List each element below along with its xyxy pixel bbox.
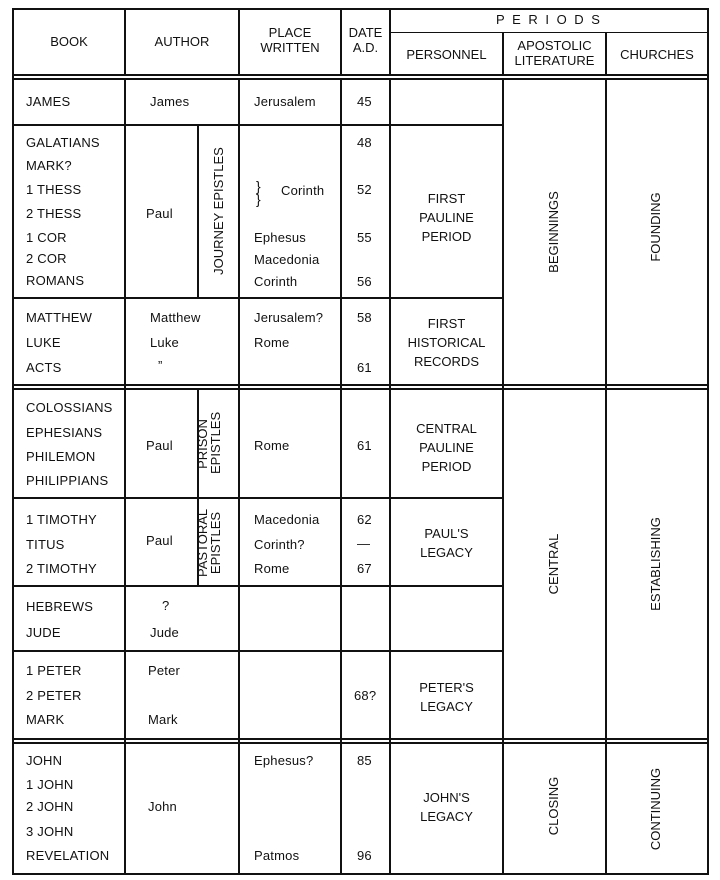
personnel-line: PAUL'S	[424, 526, 469, 541]
group-line: PRISON	[195, 419, 210, 469]
date-56: 56	[357, 274, 372, 289]
author-luke: Luke	[150, 335, 179, 350]
date-52: 52	[357, 182, 372, 197]
header-date-line1: DATE	[348, 25, 383, 40]
author-jude: Jude	[150, 625, 179, 640]
author-peter: Peter	[148, 663, 181, 678]
apostolic-closing: CLOSING	[546, 776, 561, 836]
place-rome-prison: Rome	[254, 438, 290, 453]
place-macedonia-1: Macedonia	[254, 252, 320, 267]
book-ephesians: EPHESIANS	[26, 425, 103, 440]
date-61-acts: 61	[357, 360, 372, 375]
date-james: 45	[357, 94, 372, 109]
book-luke: LUKE	[26, 335, 61, 350]
book-titus: TITUS	[26, 537, 65, 552]
personnel-line: RECORDS	[413, 354, 479, 369]
personnel-peters-legacy	[391, 678, 502, 716]
churches-continuing: CONTINUING	[648, 767, 663, 851]
book-james: JAMES	[26, 94, 71, 109]
header-book: BOOK	[50, 34, 88, 49]
place-ephesus: Ephesus	[254, 230, 306, 245]
place-ephesus-q: Ephesus?	[254, 753, 314, 768]
brace-corinth: } }	[256, 178, 261, 207]
personnel-line: LEGACY	[420, 809, 473, 824]
date-dash: —	[357, 536, 371, 551]
author-matthew: Matthew	[150, 310, 201, 325]
book-hebrews: HEBREWS	[26, 599, 94, 614]
header-churches: CHURCHES	[620, 47, 694, 62]
book-philemon: PHILEMON	[26, 449, 96, 464]
book-matthew: MATTHEW	[26, 310, 93, 325]
date-96: 96	[357, 848, 372, 863]
header-date	[342, 25, 389, 55]
book-mark: MARK	[26, 712, 65, 727]
date-62: 62	[357, 512, 372, 527]
book-galatians: GALATIANS	[26, 135, 100, 150]
place-corinth-2: Corinth	[254, 274, 298, 289]
place-macedonia-2: Macedonia	[254, 512, 320, 527]
apostolic-beginnings: BEGINNINGS	[546, 191, 561, 273]
date-68q: 68?	[354, 688, 377, 703]
personnel-line: JOHN'S	[423, 790, 470, 805]
personnel-central-pauline	[391, 419, 502, 476]
header-apostolic-line1: APOSTOLIC	[517, 38, 592, 53]
header-personnel: PERSONNEL	[406, 47, 487, 62]
personnel-johns-legacy	[391, 788, 502, 826]
personnel-line: LEGACY	[420, 699, 473, 714]
author-john: John	[148, 799, 177, 814]
group-line: PASTORAL	[195, 508, 210, 577]
place-rome-pastoral: Rome	[254, 561, 290, 576]
personnel-line: HISTORICAL	[407, 335, 486, 350]
place-corinth-1: Corinth	[281, 183, 325, 198]
personnel-line: PAULINE	[419, 440, 474, 455]
header-periods: P E R I O D S	[496, 12, 602, 27]
place-james: Jerusalem	[254, 94, 316, 109]
author-paul-prison: Paul	[146, 438, 173, 453]
book-revelation: REVELATION	[26, 848, 110, 863]
book-2-cor: 2 COR	[26, 251, 67, 266]
author-unknown: ?	[162, 598, 170, 613]
place-jerusalem-q: Jerusalem?	[254, 310, 324, 325]
book-2-timothy: 2 TIMOTHY	[26, 561, 97, 576]
book-1-cor: 1 COR	[26, 230, 67, 245]
book-romans: ROMANS	[26, 273, 85, 288]
churches-establishing: ESTABLISHING	[648, 517, 663, 611]
personnel-line: CENTRAL	[416, 421, 477, 436]
group-line: EPISTLES	[208, 511, 223, 575]
personnel-line: FIRST	[427, 191, 466, 206]
header-author: AUTHOR	[154, 34, 210, 49]
place-rome-1: Rome	[254, 335, 290, 350]
author-paul-pastoral: Paul	[146, 533, 173, 548]
book-philippians: PHILIPPIANS	[26, 473, 109, 488]
personnel-pauls-legacy	[391, 524, 502, 562]
header-date-line2: A.D.	[352, 40, 379, 55]
personnel-line: PETER'S	[419, 680, 474, 695]
personnel-line: PERIOD	[421, 229, 472, 244]
date-58: 58	[357, 310, 372, 325]
personnel-line: LEGACY	[420, 545, 473, 560]
header-apostolic-literature	[504, 38, 605, 68]
book-1-peter: 1 PETER	[26, 663, 82, 678]
group-pastoral-epistles	[196, 509, 224, 577]
header-apostolic-line2: LITERATURE	[514, 53, 595, 68]
personnel-line: PAULINE	[419, 210, 474, 225]
author-mark: Mark	[148, 712, 178, 727]
book-2-john: 2 JOHN	[26, 799, 74, 814]
book-john: JOHN	[26, 753, 63, 768]
book-mark-q: MARK?	[26, 158, 72, 173]
date-55: 55	[357, 230, 372, 245]
date-61-prison: 61	[357, 438, 372, 453]
author-ditto: ”	[158, 358, 163, 373]
date-85: 85	[357, 753, 372, 768]
churches-founding: FOUNDING	[648, 192, 663, 262]
book-3-john: 3 JOHN	[26, 824, 74, 839]
book-1-thess: 1 THESS	[26, 182, 82, 197]
date-67: 67	[357, 561, 372, 576]
author-paul-journey: Paul	[146, 206, 173, 221]
personnel-line: PERIOD	[421, 459, 472, 474]
place-corinth-q: Corinth?	[254, 537, 305, 552]
group-journey-epistles: JOURNEY EPISTLES	[211, 147, 226, 275]
book-2-peter: 2 PETER	[26, 688, 82, 703]
book-2-thess: 2 THESS	[26, 206, 82, 221]
header-place	[240, 25, 340, 55]
group-line: EPISTLES	[208, 411, 223, 474]
personnel-line: FIRST	[427, 316, 466, 331]
group-prison-epistles	[195, 411, 224, 474]
header-place-line1: PLACE	[268, 25, 312, 40]
date-48: 48	[357, 135, 372, 150]
personnel-historical	[391, 314, 502, 371]
book-1-timothy: 1 TIMOTHY	[26, 512, 97, 527]
book-acts: ACTS	[26, 360, 62, 375]
author-james: James	[150, 94, 190, 109]
book-1-john: 1 JOHN	[26, 777, 74, 792]
apostolic-central: CENTRAL	[546, 533, 561, 595]
place-patmos: Patmos	[254, 848, 300, 863]
book-colossians: COLOSSIANS	[26, 400, 113, 415]
personnel-first-pauline	[391, 189, 502, 246]
header-place-line2: WRITTEN	[260, 40, 320, 55]
book-jude: JUDE	[26, 625, 61, 640]
